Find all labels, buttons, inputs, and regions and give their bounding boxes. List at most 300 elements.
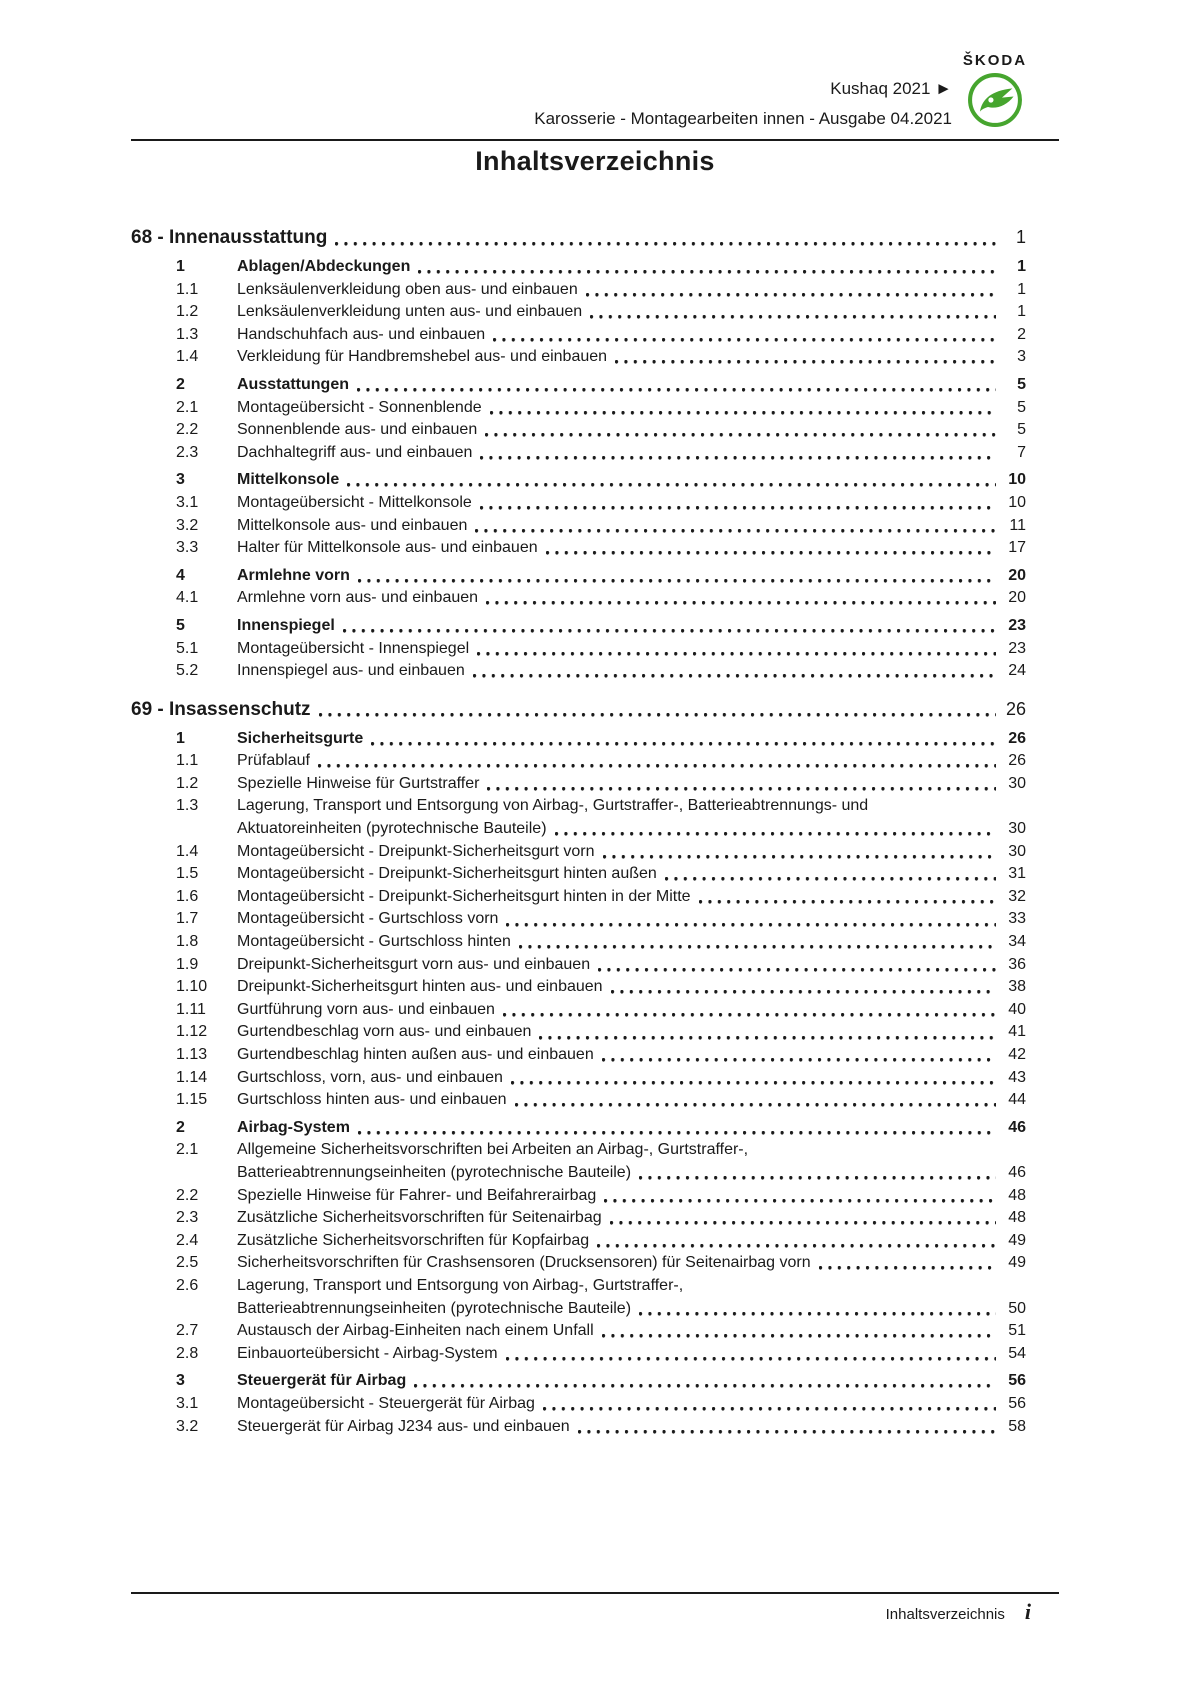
toc-entry-line [131,863,1026,886]
brand [956,52,1034,134]
dot-leader [506,1343,996,1366]
entry-page-number: 20 [1008,589,1026,607]
toc-entry-line [131,818,1026,841]
chapter-page-number: 26 [1005,698,1026,719]
entry-title: Sicherheitsgurte [237,729,364,747]
dot-leader [490,397,996,420]
entry-page-number: 58 [1008,1417,1026,1435]
entry-number: 1.5 [176,865,199,883]
entry-number: 1.15 [176,1091,208,1109]
entry-title: Zusätzliche Sicherheitsvorschriften für Kopfairbag [237,1231,590,1249]
entry-page-number: 23 [1008,639,1026,657]
footer [131,1599,1059,1625]
entry-page-number: 41 [1008,1023,1026,1041]
toc [131,211,1059,1438]
entry-page-number: 51 [1008,1322,1026,1340]
toc-entry-line [131,638,1026,661]
toc-entry [131,841,1026,864]
entry-page-number: 43 [1008,1068,1026,1086]
dot-leader [586,279,996,302]
toc-entry [131,565,1026,588]
toc-entry-line [131,976,1026,999]
toc-entry-line [131,515,1026,538]
entry-title: Gurtführung vorn aus- und einbauen [237,1000,495,1018]
dot-leader [578,1416,996,1439]
entry-number: 1.8 [176,933,199,951]
entry-page-number: 48 [1008,1186,1026,1204]
toc-entry [131,728,1026,751]
entry-number: 2.2 [176,1186,199,1204]
entry-page-number: 5 [1017,375,1026,393]
entry-number: 1.14 [176,1068,208,1086]
entry-title: Montageübersicht - Gurtschloss vorn [237,910,499,928]
entry-page-number: 5 [1017,398,1026,416]
dot-leader [357,374,996,397]
entry-number: 3.2 [176,1417,199,1435]
dot-leader [590,301,996,324]
entry-title: Aktuatoreinheiten (pyrotechnische Bauteile) [237,820,547,838]
entry-title: Spezielle Hinweise für Fahrer- und Beifahrerairbag [237,1186,597,1204]
entry-number: 3.2 [176,516,199,534]
toc-entry [131,863,1026,886]
skoda-logo-icon [966,71,1024,129]
toc-entry [131,492,1026,515]
entry-title: Sonnenblende aus- und einbauen [237,421,478,439]
dot-leader [503,999,996,1022]
entry-page-number: 56 [1008,1372,1026,1390]
toc-entry [131,587,1026,610]
header-model: Kushaq 2021 ► [830,79,952,98]
dot-leader [597,1230,996,1253]
entry-page-number: 30 [1008,774,1026,792]
toc-entry [131,1021,1026,1044]
entry-page-number: 30 [1008,842,1026,860]
dot-leader [414,1370,996,1393]
footer-label: Inhaltsverzeichnis [885,1606,1005,1623]
toc-entry-line [131,346,1026,369]
entry-title: Zusätzliche Sicherheitsvorschriften für Seitenairbag [237,1209,602,1227]
entry-page-number: 50 [1008,1299,1026,1317]
toc-entry [131,1393,1026,1416]
entry-page-number: 46 [1008,1163,1026,1181]
toc-entry-line [131,1044,1026,1067]
entry-number: 1.3 [176,325,199,343]
toc-entry-line [131,1162,1026,1185]
entry-number: 1.13 [176,1046,208,1063]
entry-title: Steuergerät für Airbag J234 aus- und einbauen [237,1417,570,1435]
dot-leader [555,818,996,841]
toc-entry-line [131,1021,1026,1044]
entry-number [176,1298,237,1321]
entry-number [176,818,237,841]
entry-page-number: 32 [1008,887,1026,905]
entry-title: Lenksäulenverkleidung oben aus- und einbauen [237,280,578,298]
entry-number: 2.2 [176,421,199,439]
dot-leader [699,886,996,909]
toc-entry [131,442,1026,465]
toc-entry [131,638,1026,661]
toc-entry-line [131,1089,1026,1112]
toc-entry-line [131,301,1026,324]
dot-leader [604,1185,996,1208]
dot-leader [486,587,996,610]
toc-entry-line [131,660,1026,683]
toc-entry [131,615,1026,638]
entry-title: Mittelkonsole aus- und einbauen [237,516,468,534]
chapter-title: 69 - Insassenschutz [131,698,311,720]
entry-title: Verkleidung für Handbremshebel aus- und einbauen [237,348,608,366]
dot-leader [602,1320,996,1343]
entry-number: 2 [176,1118,185,1136]
entry-page-number: 48 [1008,1209,1026,1227]
entry-page-number: 30 [1008,820,1026,838]
dot-leader [665,863,996,886]
toc-entry-line [131,615,1026,638]
entry-number: 1.12 [176,1023,208,1041]
toc-entry-line [131,773,1026,796]
entry-page-number: 17 [1008,539,1026,557]
entry-title: Gurtschloss, vorn, aus- und einbauen [237,1068,503,1086]
toc-entry-line [131,1207,1026,1230]
entry-title: Ausstattungen [237,375,349,393]
entry-number: 1.10 [176,978,208,996]
toc-entry [131,301,1026,324]
entry-page-number: 44 [1008,1091,1026,1109]
entry-number: 1.6 [176,887,199,905]
toc-entry-line [131,279,1026,302]
entry-title: Armlehne vorn aus- und einbauen [237,589,479,607]
entry-title: Montageübersicht - Sonnenblende [237,398,482,416]
entry-number: 2.5 [176,1254,199,1272]
entry-title: Lenksäulenverkleidung unten aus- und einbauen [237,303,583,321]
toc-entry-line [131,537,1026,560]
entry-number: 2.3 [176,443,199,461]
toc-entry-line [131,1320,1026,1343]
toc-entry-line [131,1275,1026,1298]
dot-leader [506,908,996,931]
entry-title: Montageübersicht - Steuergerät für Airbag [237,1394,535,1412]
dot-leader [493,324,996,347]
entry-number: 2 [176,375,185,393]
entry-title: Batterieabtrennungseinheiten (pyrotechnische Bauteile) [237,1299,632,1317]
dot-leader [519,931,996,954]
entry-number: 4 [176,566,185,584]
toc-entry-line [131,841,1026,864]
dot-leader [343,615,996,638]
entry-page-number: 5 [1017,421,1026,439]
toc-entry [131,1067,1026,1090]
entry-title: Innenspiegel [237,616,335,634]
toc-chapter-row [131,224,1026,251]
entry-number: 1 [176,729,185,747]
dot-leader [639,1298,996,1321]
entry-page-number: 49 [1008,1254,1026,1272]
toc-chapter-row [131,696,1026,723]
toc-entry [131,374,1026,397]
entry-number: 2.1 [176,1141,199,1159]
toc-entry-line [131,728,1026,751]
toc-entry-line [131,565,1026,588]
entry-title: Halter für Mittelkonsole aus- und einbauen [237,539,538,557]
entry-page-number: 1 [1017,280,1026,298]
entry-page-number: 31 [1008,865,1026,883]
header-rule [131,139,1059,141]
dot-leader [610,1207,996,1230]
entry-title: Gurtendbeschlag hinten außen aus- und einbauen [237,1046,594,1063]
toc-entry-line [131,1230,1026,1253]
entry-number: 2.8 [176,1344,199,1362]
entry-title: Lagerung, Transport und Entsorgung von Airbag-, Gurtstraffer-, Batterieabtrennungs- und [237,797,869,815]
entry-number: 2.4 [176,1231,199,1249]
entry-number: 4.1 [176,589,199,607]
toc-entry-line [131,587,1026,610]
dot-leader [602,1044,996,1067]
entry-title: Gurtendbeschlag vorn aus- und einbauen [237,1023,532,1041]
toc-entry [131,1117,1026,1140]
dot-leader [480,442,996,465]
toc-entry [131,954,1026,977]
entry-page-number: 38 [1008,978,1026,996]
toc-entry [131,397,1026,420]
toc-entry [131,1416,1026,1439]
toc-entry [131,886,1026,909]
entry-number: 1.2 [176,774,199,792]
toc-entry [131,256,1026,279]
dot-leader [819,1252,996,1275]
toc-entry [131,1320,1026,1343]
entry-title: Gurtschloss hinten aus- und einbauen [237,1091,507,1109]
entry-page-number: 46 [1008,1118,1026,1136]
dot-leader [475,515,996,538]
entry-title: Prüfablauf [237,752,310,770]
chapter-title: 68 - Innenausstattung [131,227,328,248]
toc-entry [131,1230,1026,1253]
entry-page-number: 42 [1008,1046,1026,1063]
entry-title: Montageübersicht - Gurtschloss hinten [237,933,511,951]
toc-entry [131,999,1026,1022]
entry-page-number: 24 [1008,662,1026,680]
toc-entry [131,1044,1026,1067]
entry-page-number: 1 [1017,258,1026,275]
dot-leader [358,565,996,588]
entry-title: Montageübersicht - Innenspiegel [237,639,470,657]
entry-number: 1.4 [176,348,199,366]
toc-entry [131,1207,1026,1230]
dot-leader [477,638,996,661]
toc-entry [131,750,1026,773]
dot-leader [543,1393,996,1416]
dot-leader [511,1067,996,1090]
dot-leader [603,841,997,864]
toc-entry-line [131,1067,1026,1090]
toc-entry [131,279,1026,302]
dot-leader [487,773,996,796]
entry-number: 3.3 [176,539,199,557]
page-title: Inhaltsverzeichnis [475,146,715,176]
toc-entry-line [131,442,1026,465]
toc-entry-line [131,324,1026,347]
entry-title: Ablagen/Abdeckungen [237,258,411,275]
toc-entry [131,1252,1026,1275]
toc-entry-line [131,419,1026,442]
entry-number: 3 [176,1372,185,1390]
chapter-page-number: 1 [1015,227,1026,247]
dot-leader [611,976,996,999]
entry-number: 3.1 [176,493,199,511]
entry-page-number: 54 [1008,1344,1026,1362]
entry-title: Montageübersicht - Dreipunkt-Sicherheitsgurt vorn [237,842,595,860]
entry-page-number: 49 [1008,1231,1026,1249]
entry-page-number: 1 [1017,303,1026,321]
entry-title: Dreipunkt-Sicherheitsgurt hinten aus- und einbauen [237,978,603,996]
entry-page-number: 33 [1008,910,1026,928]
toc-entry-line [131,374,1026,397]
entry-title: Montageübersicht - Mittelkonsole [237,493,472,511]
dot-leader [473,660,996,683]
toc-entry [131,537,1026,560]
entry-number: 1.11 [176,1000,206,1018]
entry-title: Spezielle Hinweise für Gurtstraffer [237,774,480,792]
toc-entry-line [131,469,1026,492]
toc-entry [131,515,1026,538]
entry-number: 1.1 [176,280,199,298]
entry-title: Montageübersicht - Dreipunkt-Sicherheitsgurt hinten in der Mitte [237,887,691,905]
entry-number: 2.3 [176,1209,199,1227]
toc-entry [131,1275,1026,1320]
entry-number: 1.7 [176,910,199,928]
entry-page-number: 20 [1008,566,1026,584]
toc-entry-line [131,1416,1026,1439]
entry-page-number: 36 [1008,955,1026,973]
entry-title: Airbag-System [237,1118,350,1136]
toc-entry-line [131,1252,1026,1275]
header-subtitle: Karosserie - Montagearbeiten innen - Ausgabe 04.2021 [534,109,952,128]
entry-number: 1.1 [176,752,199,770]
brand-wordmark: ŠKODA [962,52,1028,69]
entry-title: Allgemeine Sicherheitsvorschriften bei Arbeiten an Airbag-, Gurtstraffer-, [237,1141,749,1159]
entry-number: 5 [176,616,185,634]
dot-leader [485,419,996,442]
toc-entry-line [131,1185,1026,1208]
toc-entry-line [131,492,1026,515]
entry-page-number: 10 [1008,493,1026,511]
entry-page-number: 26 [1008,752,1026,770]
entry-page-number: 23 [1008,616,1026,634]
toc-entry [131,1343,1026,1366]
entry-number: 3.1 [176,1394,199,1412]
dot-leader [515,1089,996,1112]
dot-leader [347,469,996,492]
entry-page-number: 40 [1008,1000,1026,1018]
entry-page-number: 11 [1009,516,1026,534]
entry-number: 1.2 [176,303,199,321]
entry-number: 5.2 [176,662,199,680]
dot-leader [480,492,996,515]
dot-leader [598,954,996,977]
entry-page-number: 2 [1017,325,1026,343]
entry-title: Mittelkonsole [237,471,340,489]
toc-entry-line [131,1393,1026,1416]
toc-entry-line [131,1343,1026,1366]
dot-leader [639,1162,996,1185]
toc-entry [131,346,1026,369]
dot-leader [371,728,996,751]
entry-number: 2.1 [176,398,199,416]
dot-leader [418,256,996,279]
toc-entry [131,1139,1026,1184]
footer-rule [131,1592,1059,1594]
toc-entry-line [131,954,1026,977]
entry-title: Steuergerät für Airbag [237,1372,407,1390]
entry-page-number: 10 [1008,471,1026,489]
entry-title: Handschuhfach aus- und einbauen [237,325,486,343]
entry-title: Einbauorteübersicht - Airbag-System [237,1344,498,1362]
toc-entry [131,1185,1026,1208]
entry-number: 5.1 [176,639,199,657]
entry-title: Austausch der Airbag-Einheiten nach einem Unfall [237,1322,594,1340]
entry-title: Dachhaltegriff aus- und einbauen [237,443,473,461]
toc-entry-line [131,750,1026,773]
entry-page-number: 56 [1008,1394,1026,1412]
dot-leader [615,346,996,369]
entry-number: 2.6 [176,1276,199,1294]
toc-entry-line [131,931,1026,954]
toc-entry-line [131,999,1026,1022]
entry-title: Batterieabtrennungseinheiten (pyrotechnische Bauteile) [237,1163,632,1181]
toc-entry [131,324,1026,347]
entry-title: Dreipunkt-Sicherheitsgurt vorn aus- und einbauen [237,955,591,973]
toc-entry [131,773,1026,796]
toc-entry [131,419,1026,442]
entry-number: 3 [176,471,185,489]
entry-title: Innenspiegel aus- und einbauen [237,662,465,680]
toc-entry [131,469,1026,492]
header [534,74,952,134]
dot-leader [539,1021,996,1044]
toc-entry-line [131,1139,1026,1162]
entry-page-number: 7 [1017,443,1026,461]
toc-entry-line [131,397,1026,420]
toc-entry [131,908,1026,931]
toc-entry-line [131,908,1026,931]
dot-leader [319,696,996,723]
entry-page-number: 34 [1008,933,1026,951]
footer-page-number: i [1024,1599,1031,1624]
dot-leader [358,1117,996,1140]
entry-title: Sicherheitsvorschriften für Crashsensoren (Drucksensoren) für Seitenairbag vorn [237,1254,811,1272]
toc-entry-line [131,795,1026,818]
dot-leader [546,537,996,560]
entry-number: 1.4 [176,842,199,860]
toc-entry [131,931,1026,954]
entry-number: 1 [176,258,185,275]
toc-entry-line [131,1117,1026,1140]
entry-number [176,1162,237,1185]
toc-entry [131,1370,1026,1393]
entry-title: Lagerung, Transport und Entsorgung von Airbag-, Gurtstraffer-, [237,1276,684,1294]
entry-number: 2.7 [176,1322,199,1340]
dot-leader [318,750,996,773]
toc-entry [131,795,1026,840]
entry-title: Armlehne vorn [237,566,350,584]
toc-entry-line [131,1298,1026,1321]
entry-number: 1.3 [176,797,199,815]
toc-entry [131,1089,1026,1112]
toc-entry [131,976,1026,999]
toc-entry-line [131,1370,1026,1393]
dot-leader [335,224,996,251]
toc-entry [131,660,1026,683]
